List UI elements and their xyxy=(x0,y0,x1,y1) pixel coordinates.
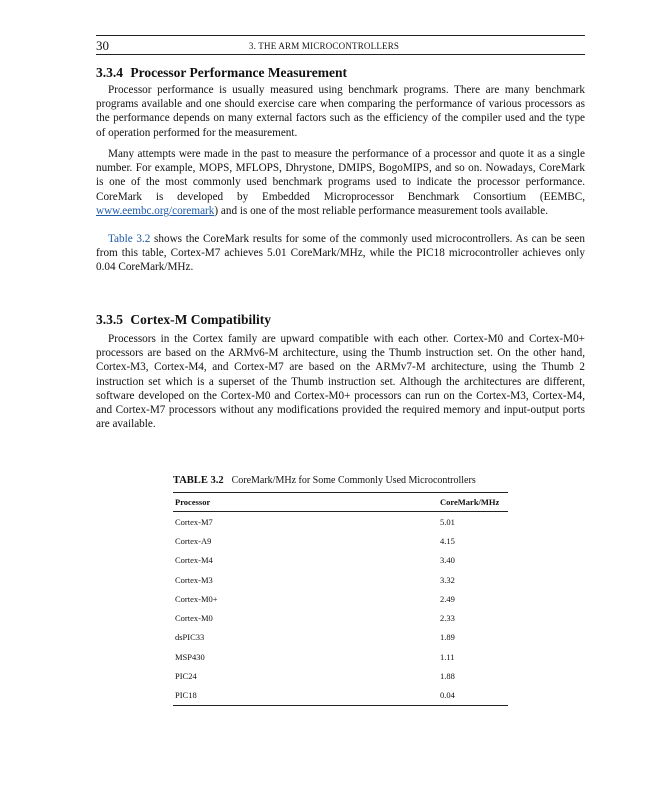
section-title: Cortex-M Compatibility xyxy=(130,312,271,327)
coremark-cell: 3.40 xyxy=(440,555,455,566)
paragraph-text: Many attempts were made in the past to measure the performance of a processor and quote it as a single number. For example, MOPS, MFLOPS, Dhrystone, DMIPS, BogoMIPS, and so on. Nowadays, CoreMark is one of the most commonly used benchmark programs used to indicate the processor performance. CoreMark is developed by Embedded Microprocessor Benchmark Consortium (EEMBC, xyxy=(96,148,585,203)
table-row xyxy=(173,608,508,627)
section-title: Processor Performance Measurement xyxy=(130,65,348,80)
table-row xyxy=(173,647,508,666)
coremark-cell: 1.88 xyxy=(440,671,455,682)
table-caption xyxy=(173,475,476,486)
table-bottom-rule xyxy=(173,705,508,706)
table-header-row xyxy=(173,493,508,511)
coremark-table xyxy=(173,492,508,706)
coremark-cell: 2.49 xyxy=(440,593,455,604)
header-top-rule xyxy=(96,35,585,36)
table-reference-link[interactable]: Table 3.2 xyxy=(108,233,151,245)
section-heading-performance xyxy=(96,65,347,81)
processor-cell: Cortex-M4 xyxy=(175,555,213,566)
processor-cell: PIC18 xyxy=(175,690,197,701)
table-row xyxy=(173,686,508,705)
paragraph-text: ) and is one of the most reliable performance measurement tools available. xyxy=(214,204,548,217)
header-bottom-rule xyxy=(96,54,585,55)
processor-cell: Cortex-M3 xyxy=(175,574,213,585)
eembc-link[interactable]: www.eembc.org/coremark xyxy=(96,204,215,217)
processor-cell: MSP430 xyxy=(175,651,205,662)
paragraph-coremark-results xyxy=(96,232,585,275)
paragraph-text: shows the CoreMark results for some of the commonly used microcontrollers. As can be seen from this table, Cortex-M7 achieves 5.01 CoreMark/MHz, while the PIC18 microcontroller achieves only 0.04 CoreMark/MHz. xyxy=(96,233,585,274)
table-row xyxy=(173,666,508,685)
processor-cell: Cortex-A9 xyxy=(175,535,212,546)
page-number: 30 xyxy=(96,38,109,53)
processor-cell: Cortex-M0+ xyxy=(175,593,218,604)
table-row xyxy=(173,570,508,589)
coremark-cell: 2.33 xyxy=(440,613,455,624)
paragraph-performance-intro: Processor performance is usually measured using benchmark programs. There are many benchmark programs available and one should exercise care when comparing the performance of various processors as the performance depends on many external factors such as the efficiency of the compiler used and the type of operation performed for the measurement. xyxy=(96,84,585,139)
coremark-cell: 1.11 xyxy=(440,651,455,662)
coremark-cell: 4.15 xyxy=(440,535,455,546)
section-heading-compatibility xyxy=(96,312,271,328)
column-header-coremark: CoreMark/MHz xyxy=(440,497,500,507)
coremark-cell: 5.01 xyxy=(440,516,455,527)
coremark-cell: 1.89 xyxy=(440,632,455,643)
table-row xyxy=(173,512,508,531)
table-row xyxy=(173,531,508,550)
table-label: TABLE 3.2 xyxy=(173,475,224,486)
paragraph-compatibility: Processors in the Cortex family are upward compatible with each other. Cortex-M0 and Cortex-M0+ processors are based on the ARMv6-M architecture, using the Thumb instruction set. On the other hand, Cortex-M3, Cortex-M4, and Cortex-M7 are based on the ARMv7-M architecture, using the Thumb 2 instruction set which is a superset of the Thumb instruction set. Although the architectures are different, software developed on the Cortex-M0 and Cortex-M0+ processors can run on the Cortex-M3, Cortex-M4, and Cortex-M7 processors without any modifications provided the required memory and input-output ports are available. xyxy=(96,333,585,431)
processor-cell: Cortex-M7 xyxy=(175,516,213,527)
processor-cell: Cortex-M0 xyxy=(175,613,213,624)
table-row xyxy=(173,551,508,570)
running-head: 3. THE ARM MICROCONTROLLERS xyxy=(248,41,400,51)
column-header-processor: Processor xyxy=(175,497,211,507)
section-number: 3.3.4 xyxy=(96,65,123,80)
table-row xyxy=(173,589,508,608)
paragraph-benchmarks xyxy=(96,147,585,218)
processor-cell: dsPIC33 xyxy=(175,632,205,643)
table-row xyxy=(173,628,508,647)
section-number: 3.3.5 xyxy=(96,312,123,327)
coremark-cell: 0.04 xyxy=(440,690,455,701)
processor-cell: PIC24 xyxy=(175,671,197,682)
coremark-cell: 3.32 xyxy=(440,574,455,585)
table-caption-text: CoreMark/MHz for Some Commonly Used Microcontrollers xyxy=(231,475,476,486)
